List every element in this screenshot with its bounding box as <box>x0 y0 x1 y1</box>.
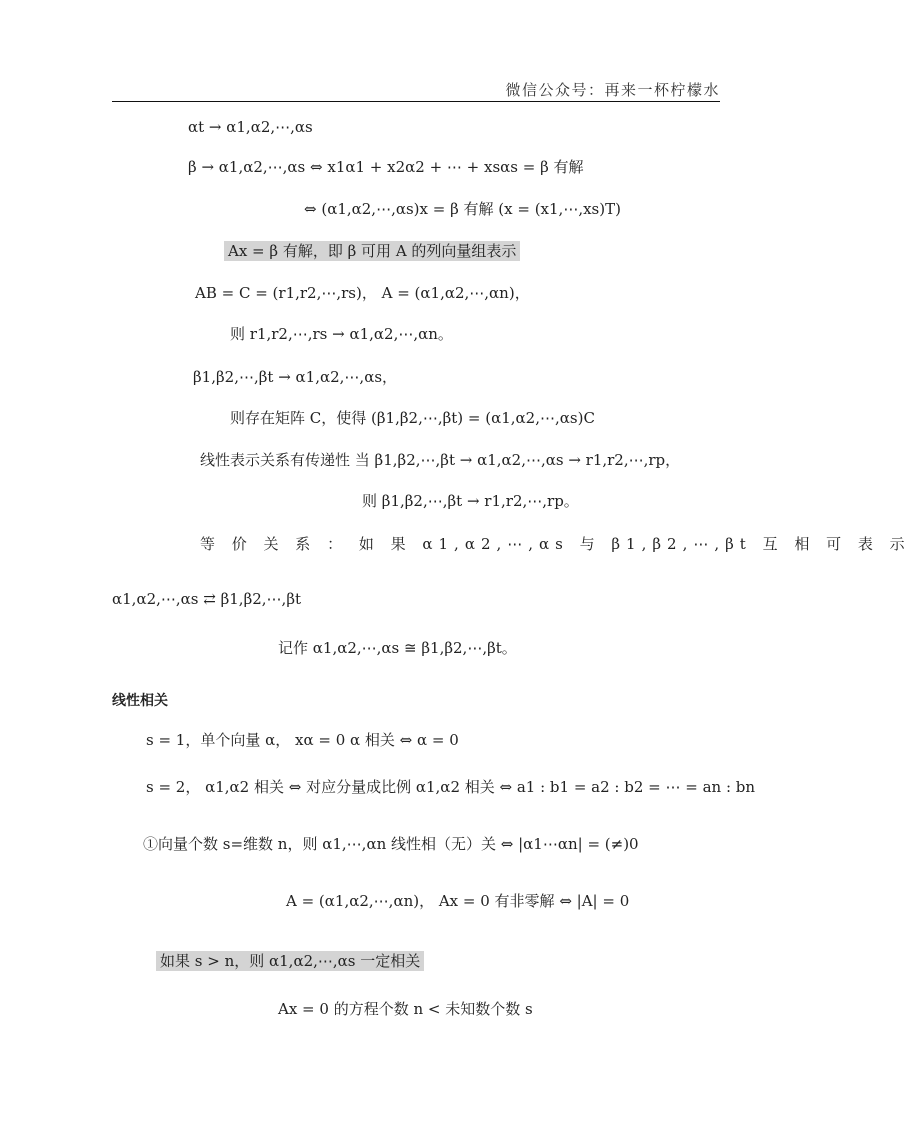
line-equivalence-definition: 等 价 关 系 ： 如 果 α1,α2,⋯,αs 与 β1,β2,⋯,βt 互 相 可 表 示 <box>200 535 911 553</box>
line-alpha-t-representation: αt → α1,α2,⋯,αs <box>188 118 313 136</box>
line-mutual-representation: α1,α2,⋯,αs ⇄ β1,β2,⋯,βt <box>112 590 302 608</box>
highlight-s-greater-n <box>160 950 424 972</box>
header-divider <box>112 101 720 102</box>
header-account-name: 微信公众号：再来一杯柠檬水 <box>505 81 720 99</box>
line-determinant-criterion: ①向量个数 s=维数 n，则 α1,⋯,αn 线性相（无）关 ⇔ |α1⋯αn| = (≠)0 <box>143 835 639 853</box>
line-beta-to-alpha: β1,β2,⋯,βt → α1,α2,⋯,αs， <box>193 368 398 386</box>
line-s-equals-1: s = 1，单个向量 α， xα = 0 α 相关 ⇔ α = 0 <box>146 731 459 749</box>
line-nonzero-solution: A = (α1,α2,⋯,αn)， Ax = 0 有非零解 ⇔ |A| = 0 <box>286 892 630 910</box>
line-equivalence-notation: 记作 α1,α2,⋯,αs ≅ β1,β2,⋯,βt。 <box>278 639 517 657</box>
highlight-ax-beta-text: Ax = β 有解，即 β 可用 A 的列向量组表示 <box>224 241 520 261</box>
line-beta-representation: β → α1,α2,⋯,αs ⇔ x1α1 + x2α2 + ⋯ + xsαs = β 有解 <box>188 158 584 176</box>
line-s-equals-2: s = 2， α1,α2 相关 ⇔ 对应分量成比例 α1,α2 相关 ⇔ a1 : b1 = a2 : b2 = ⋯ = an : bn <box>146 778 756 796</box>
highlight-s-greater-n-text: 如果 s > n，则 α1,α2,⋯,αs 一定相关 <box>156 951 424 971</box>
line-transitivity: 线性表示关系有传递性 当 β1,β2,⋯,βt → α1,α2,⋯,αs → r1,r2,⋯,rp， <box>200 451 681 469</box>
line-ab-equals-c: AB = C = (r1,r2,⋯,rs)， A = (α1,α2,⋯,αn)， <box>195 284 530 302</box>
line-matrix-form: ⇔ (α1,α2,⋯,αs)x = β 有解 (x = (x1,⋯,xs)T) <box>304 200 621 218</box>
section-title-linear-dependence: 线性相关 <box>112 693 168 709</box>
line-transitivity-result: 则 β1,β2,⋯,βt → r1,r2,⋯,rp。 <box>362 492 579 510</box>
highlight-ax-beta <box>228 240 520 262</box>
line-matrix-c-exists: 则存在矩阵 C，使得 (β1,β2,⋯,βt) = (α1,α2,⋯,αs)C <box>230 409 595 427</box>
line-r-representation: 则 r1,r2,⋯,rs → α1,α2,⋯,αn。 <box>230 325 453 343</box>
line-equation-count: Ax = 0 的方程个数 n < 未知数个数 s <box>278 1000 533 1018</box>
